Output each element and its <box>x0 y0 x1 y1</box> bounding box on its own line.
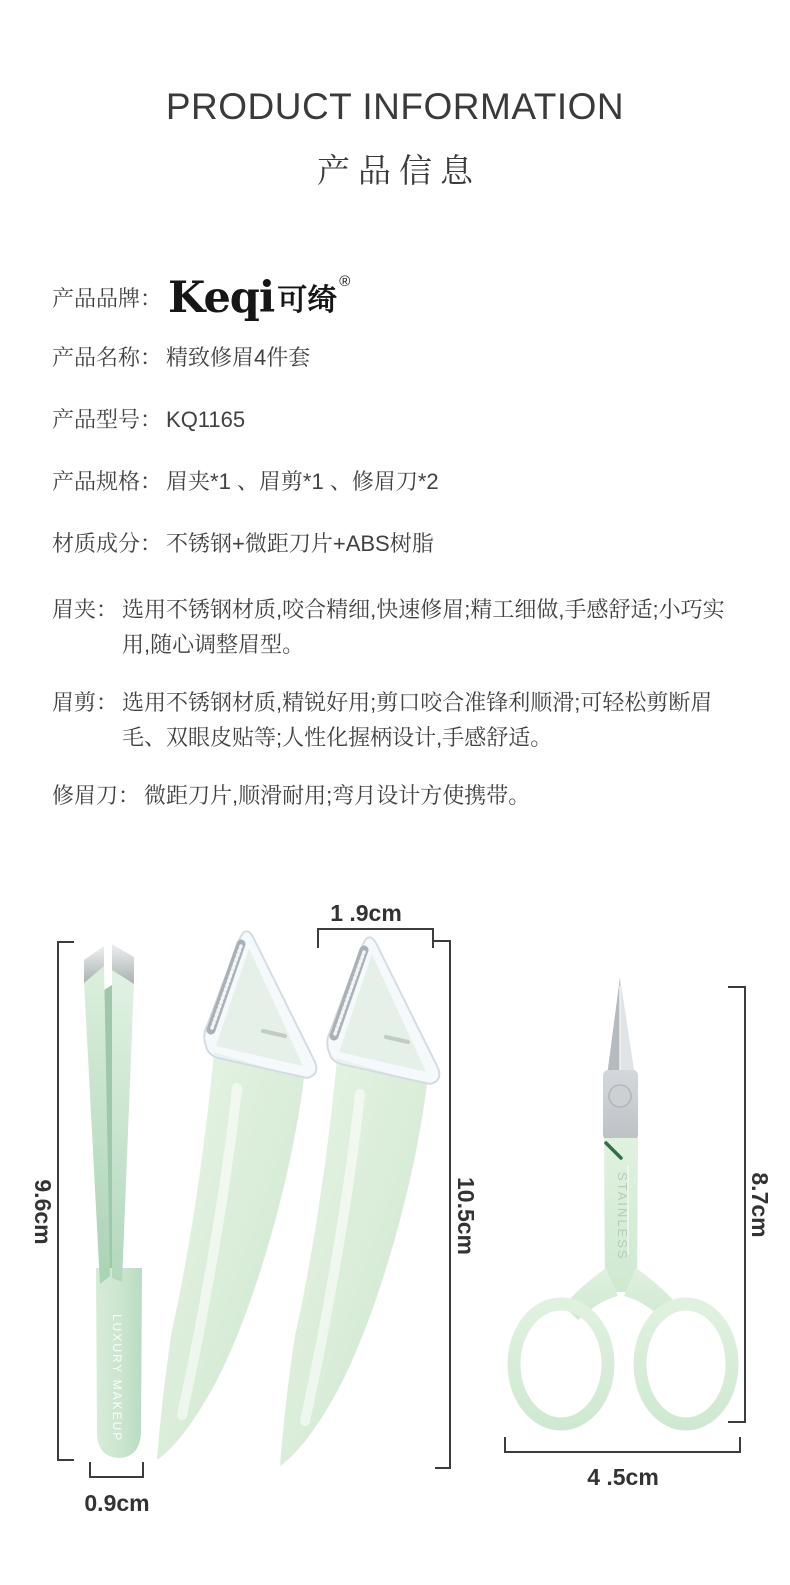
tweezers-illustration <box>84 944 142 1458</box>
desc-row-scissors <box>52 685 752 755</box>
eyebrow-razor-2 <box>280 937 439 1466</box>
tweezers-right-arm <box>112 968 134 1282</box>
scissors-left-ring <box>514 1304 608 1424</box>
desc-text-scissors: 选用不锈钢材质,精锐好用;剪口咬合准锋利顺滑;可轻松剪断眉毛、双眼皮贴等;人性化握柄设计,手感舒适。 <box>122 690 713 750</box>
dimension-tweezers-height <box>30 942 74 1460</box>
tweezers-width-value: 0.9cm <box>84 1490 150 1516</box>
brand-logo-latin: Keqi <box>168 273 275 323</box>
dimension-tweezers-width <box>84 1462 149 1516</box>
spec-value-product-name: 精致修眉4件套 <box>166 345 311 370</box>
spec-row-model <box>52 406 750 433</box>
desc-text-razor: 微距刀片,顺滑耐用;弯月设计方使携带。 <box>144 783 531 808</box>
scissors-print-label: STAINLESS <box>615 1172 630 1261</box>
scissors-height-value: 8.7cm <box>747 1172 773 1238</box>
page-header <box>0 0 790 192</box>
registered-trademark-symbol: ® <box>339 273 351 290</box>
spec-label-material: 材质成分： <box>52 531 163 556</box>
spec-label-contents: 产品规格： <box>52 469 163 494</box>
product-dimensions-diagram <box>0 880 790 1585</box>
desc-row-tweezers <box>52 592 752 662</box>
scissors-width-value: 4 .5cm <box>587 1464 659 1490</box>
spec-value-contents: 眉夹*1 、眉剪*1 、修眉刀*2 <box>166 469 439 494</box>
desc-label-tweezers: 眉夹： <box>52 597 119 622</box>
tweezers-print-label: LUXURY MAKEUP <box>110 1314 124 1443</box>
scissors-blade-right <box>620 977 635 1076</box>
brand-logo-chinese: 可绮 <box>277 284 338 317</box>
brand-logo <box>168 273 351 323</box>
scissors-blade-left <box>607 977 621 1076</box>
spec-value-material: 不锈钢+微距刀片+ABS树脂 <box>166 531 434 556</box>
scissors-pivot-screw <box>609 1085 631 1107</box>
desc-label-scissors: 眉剪： <box>52 690 119 715</box>
page-title-chinese: 产品信息 <box>317 152 481 189</box>
spec-label-product-name: 产品名称： <box>52 345 163 370</box>
desc-row-razor <box>52 778 752 813</box>
scissors-illustration <box>514 977 732 1424</box>
scissors-right-ring <box>640 1304 732 1424</box>
razor-height-value: 10.5cm <box>453 1176 479 1256</box>
spec-row-brand <box>52 273 750 323</box>
spec-value-model: KQ1165 <box>166 407 246 432</box>
dimension-razor-height <box>434 941 479 1468</box>
page-title-english: PRODUCT INFORMATION <box>165 86 625 127</box>
tweezers-height-value: 9.6cm <box>30 1179 56 1245</box>
spec-row-product-name <box>52 344 750 371</box>
spec-label-brand: 产品品牌： <box>52 285 163 311</box>
dimension-scissors-width <box>505 1437 740 1490</box>
spec-label-model: 产品型号： <box>52 407 163 432</box>
desc-text-tweezers: 选用不锈钢材质,咬合精细,快速修眉;精工细做,手感舒适;小巧实用,随心调整眉型。 <box>122 597 725 657</box>
spec-list <box>52 273 750 813</box>
desc-label-razor: 修眉刀： <box>52 783 141 808</box>
razor-width-value: 1 .9cm <box>330 900 402 926</box>
spec-row-contents <box>52 468 750 495</box>
spec-row-material <box>52 530 750 557</box>
